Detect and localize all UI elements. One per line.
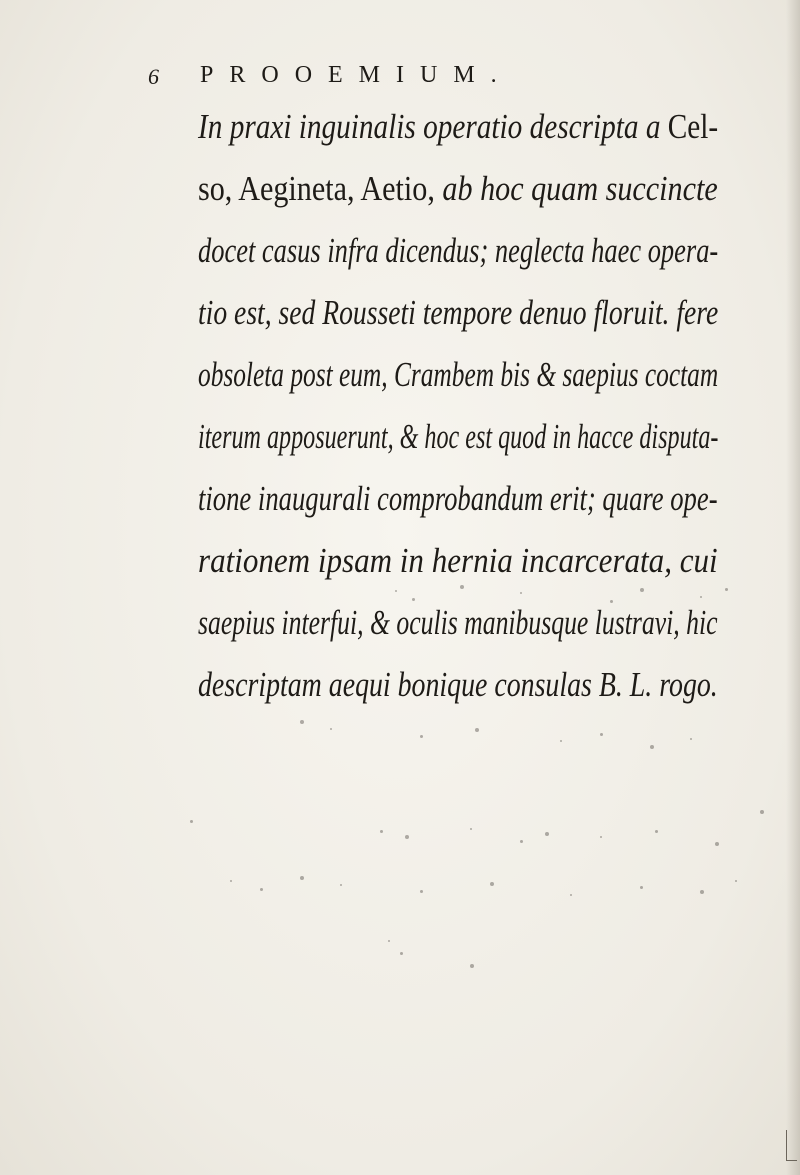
ink-speck xyxy=(715,842,719,846)
text-line xyxy=(198,654,718,716)
text-segment: saepius interfui, & oculis manibusque lustravi, hic xyxy=(198,603,718,642)
text-segment: iterum apposuerunt, & hoc est quod in hacce disputa- xyxy=(198,417,719,456)
text-segment: so, Aegineta, Aetio, xyxy=(198,169,443,208)
ink-speck xyxy=(545,832,549,836)
ink-speck xyxy=(475,728,479,732)
text-line xyxy=(198,592,718,654)
text-segment: descriptam aequi bonique consulas B. L. rogo. xyxy=(198,665,718,704)
text-segment: ab hoc quam succincte xyxy=(442,169,718,208)
ink-speck xyxy=(300,876,304,880)
text-segment: tione inaugurali comprobandum erit; quare ope- xyxy=(198,479,718,518)
ink-speck xyxy=(330,728,332,730)
ink-speck xyxy=(470,828,472,830)
ink-speck xyxy=(420,890,423,893)
ink-speck xyxy=(600,836,602,838)
ink-speck xyxy=(490,882,494,886)
ink-speck xyxy=(700,596,702,598)
ink-speck xyxy=(655,830,658,833)
text-segment: obsoleta post eum, Crambem bis & saepius coctam xyxy=(198,355,719,394)
body-text xyxy=(198,96,718,716)
ink-speck xyxy=(690,738,692,740)
ink-speck xyxy=(520,592,522,594)
ink-speck xyxy=(260,888,263,891)
text-segment: tio est, sed Rousseti tempore denuo floruit. fere xyxy=(198,293,719,332)
ink-speck xyxy=(640,588,644,592)
ink-speck xyxy=(420,735,423,738)
ink-speck xyxy=(520,840,523,843)
text-segment: Cel- xyxy=(667,107,719,146)
ink-speck xyxy=(470,964,474,968)
text-line xyxy=(198,406,719,468)
text-segment: docet casus infra dicendus; neglecta haec opera- xyxy=(198,231,719,270)
text-line xyxy=(198,344,719,406)
ink-speck xyxy=(190,820,193,823)
ink-speck xyxy=(760,810,764,814)
ink-speck xyxy=(640,886,643,889)
ink-speck xyxy=(400,952,403,955)
ink-speck xyxy=(388,940,390,942)
ink-speck xyxy=(735,880,737,882)
ink-speck xyxy=(395,590,397,592)
ink-speck xyxy=(560,740,562,742)
text-segment: rationem ipsam in hernia incarcerata, cui xyxy=(198,541,718,580)
page-corner-mark xyxy=(786,1130,797,1161)
ink-speck xyxy=(340,884,342,886)
ink-speck xyxy=(412,598,415,601)
ink-speck xyxy=(650,745,654,749)
ink-speck xyxy=(300,720,304,724)
running-head: PROOEMIUM. xyxy=(200,62,513,88)
ink-speck xyxy=(600,733,603,736)
text-line xyxy=(198,468,718,530)
text-line xyxy=(198,530,718,592)
ink-speck xyxy=(230,880,232,882)
ink-speck xyxy=(380,830,383,833)
ink-speck xyxy=(610,600,613,603)
page-number: 6 xyxy=(148,64,159,89)
ink-speck xyxy=(405,835,409,839)
text-line xyxy=(198,96,719,158)
text-line xyxy=(198,220,719,282)
ink-speck xyxy=(570,894,572,896)
ink-speck xyxy=(725,588,728,591)
text-line xyxy=(198,282,719,344)
ink-speck xyxy=(700,890,704,894)
page-edge-shadow xyxy=(786,0,800,1175)
running-head-container xyxy=(200,62,513,89)
text-line xyxy=(198,158,718,220)
ink-speck xyxy=(460,585,464,589)
text-segment: In praxi inguinalis operatio descripta a xyxy=(198,107,668,146)
